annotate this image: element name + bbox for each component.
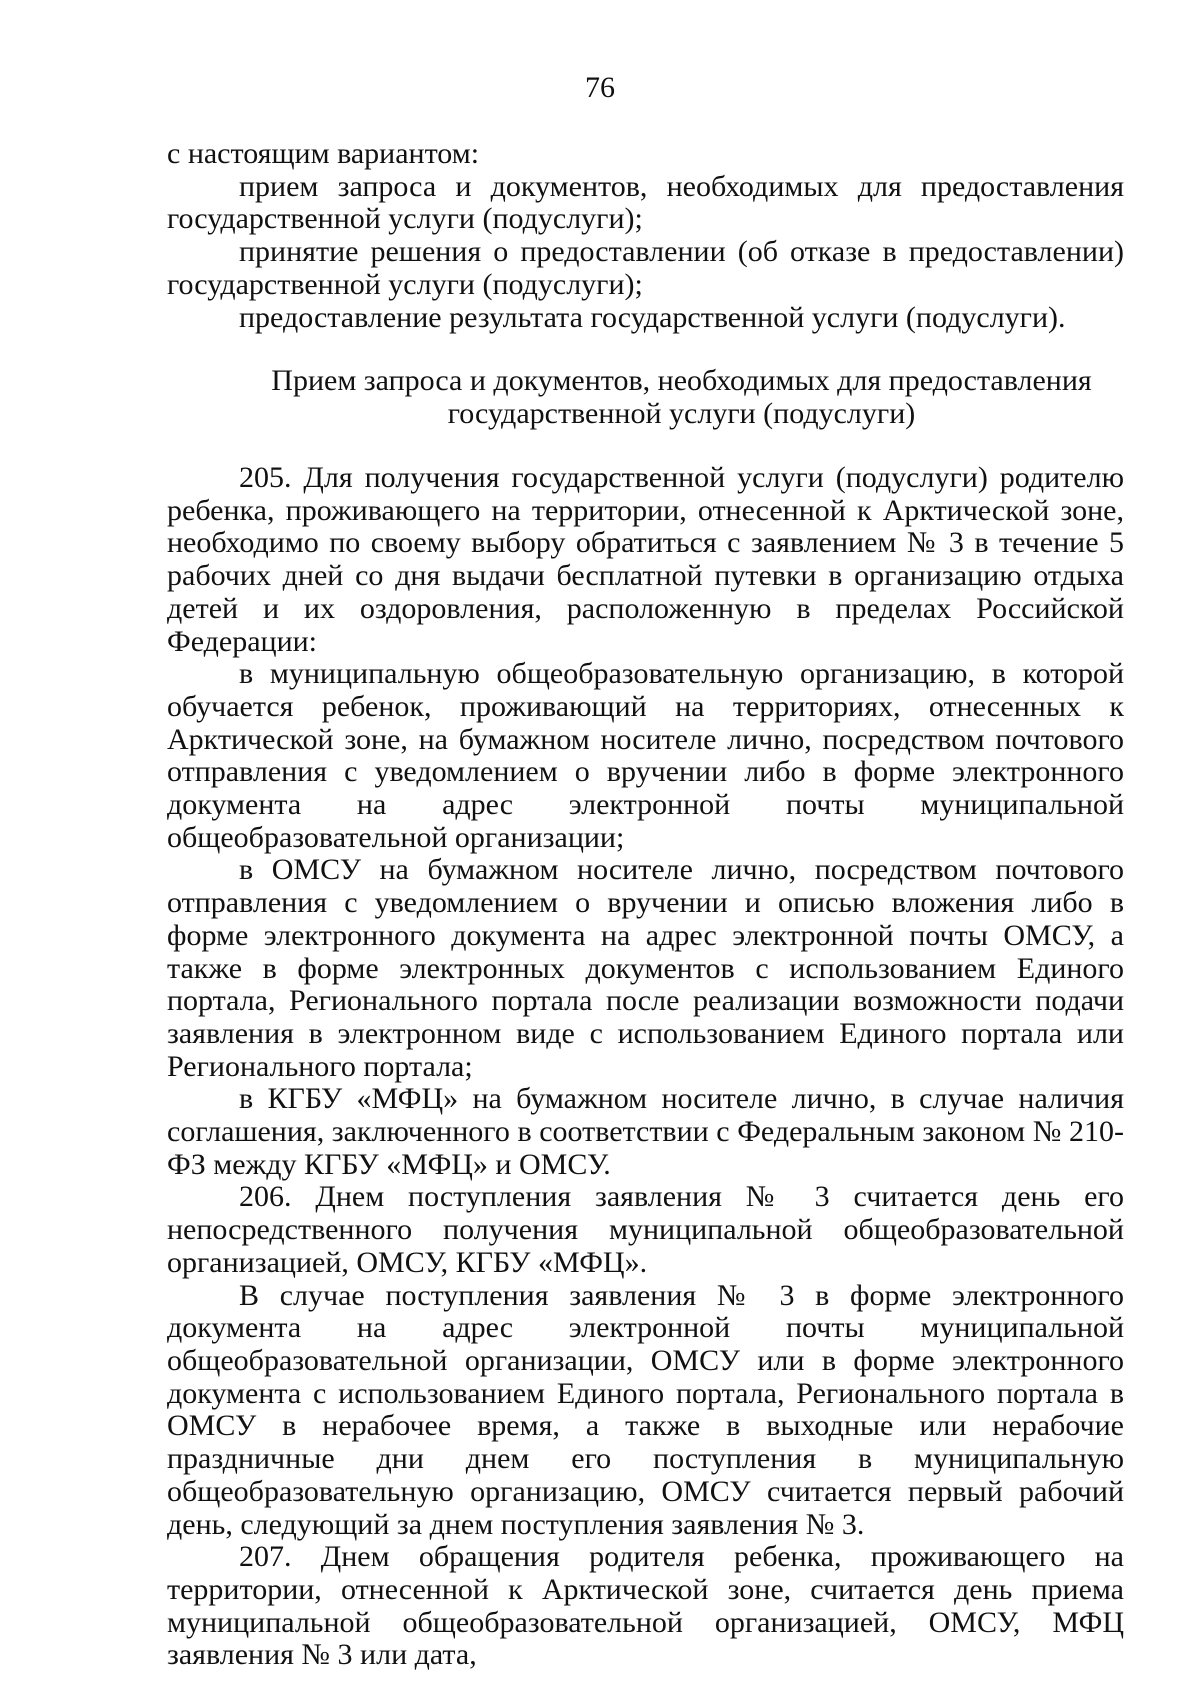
intro-item: прием запроса и документов, необходимых для предоставления государственной услуги (подуслуги); bbox=[167, 169, 1124, 236]
intro-item: принятие решения о предоставлении (об отказе в предоставлении) государственной услуги (подуслуги); bbox=[167, 235, 1124, 301]
paragraph-school-option: в муниципальную общеобразовательную организацию, в которой обучается ребенок, проживающий на территориях, отнесенных к Арктической зоне, на бумажном носителе лично, посредством почтового отправления с уведомлением о вручении либо в форме электронного документа на адрес электронной почты муниципальной общеобразовательной организации; bbox=[167, 657, 1124, 854]
body-text-block bbox=[167, 462, 1124, 1672]
intro-item: предоставление результата государственной услуги (подуслуги). bbox=[239, 300, 1066, 334]
paragraph-206: 206. Днем поступления заявления № 3 считается день его непосредственного получения муниципальной общеобразовательной организацией, ОМСУ, КГБУ «МФЦ». bbox=[167, 1180, 1124, 1279]
intro-lead: с настоящим вариантом: bbox=[167, 137, 480, 170]
paragraph-electronic-receipt: В случае поступления заявления № 3 в форме электронного документа на адрес электронной почты муниципальной общеобразовательной организации, ОМСУ или в форме электронного документа с использованием Единого портала, Регионального портала в ОМСУ в нерабочее время, а также в выходные или нерабочие праздничные дни днем его поступления в муниципальную общеобразовательную организацию, ОМСУ считается первый рабочий день, следующий за днем поступления заявления № 3. bbox=[167, 1278, 1124, 1541]
paragraph-omsu-option: в ОМСУ на бумажном носителе лично, посредством почтового отправления с уведомлением о вручении и описью вложения либо в форме электронного документа на адрес электронной почты ОМСУ, а также в форме электронных документов с использованием Единого портала, Регионального портала после реализации возможности подачи заявления в электронном виде с использованием Единого портала или Регионального портала; bbox=[167, 853, 1124, 1083]
section-heading-block bbox=[167, 365, 1124, 430]
paragraph-207: 207. Днем обращения родителя ребенка, проживающего на территории, отнесенной к Арктической зоне, считается день приема муниципальной общеобразовательной организацией, ОМСУ, МФЦ заявления № 3 или дата, bbox=[167, 1540, 1124, 1672]
page-number: 76 bbox=[585, 71, 615, 104]
paragraph-205: 205. Для получения государственной услуги (подуслуги) родителю ребенка, проживающего на территории, отнесенной к Арктической зоне, необходимо по своему выбору обратиться с заявлением № 3 в течение 5 рабочих дней со дня выдачи бесплатной путевки в организацию отдыха детей и их оздоровления, расположенную в пределах Российской Федерации: bbox=[167, 461, 1124, 658]
paragraph-mfc-option: в КГБУ «МФЦ» на бумажном носителе лично, в случае наличия соглашения, заключенного в соответствии с Федеральным законом № 210-ФЗ между КГБУ «МФЦ» и ОМСУ. bbox=[167, 1082, 1124, 1181]
section-heading: Прием запроса и документов, необходимых для предоставления государственной услуги (подуслуги) bbox=[271, 364, 1092, 430]
intro-block bbox=[167, 138, 1124, 334]
